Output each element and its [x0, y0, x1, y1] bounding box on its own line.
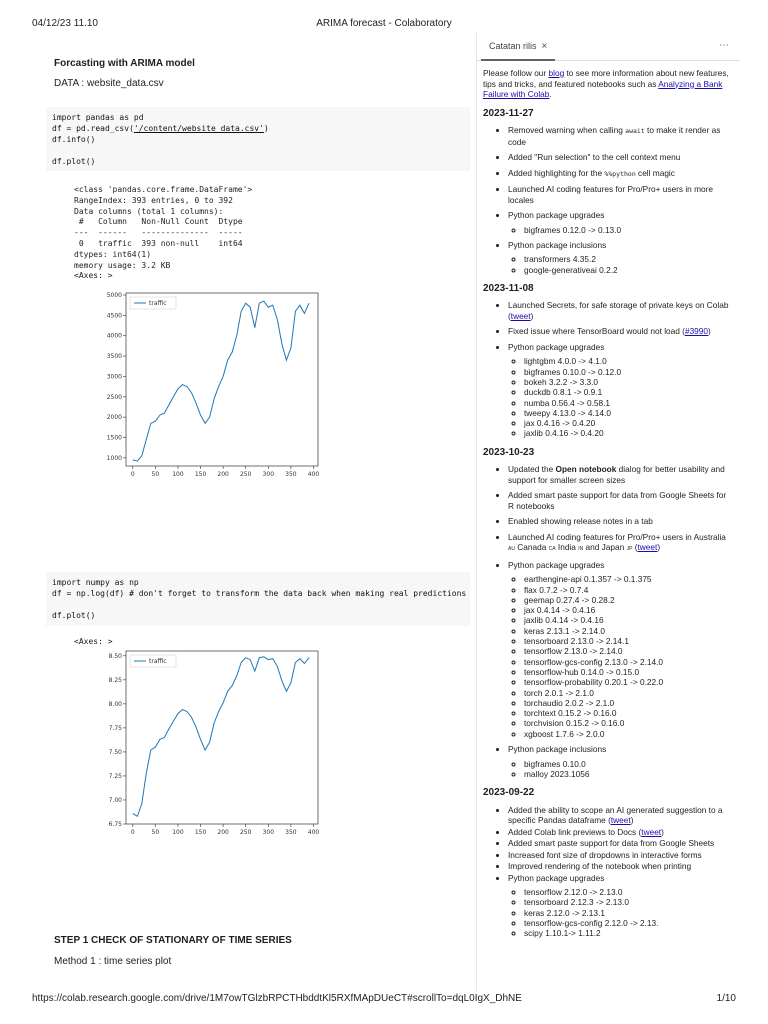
x-tick-label: 150	[194, 471, 207, 478]
x-tick-label: 200	[217, 471, 229, 478]
tweet-link[interactable]: tweet	[610, 815, 631, 826]
package-item: ◦ bigframes 0.10.0	[524, 759, 732, 769]
release-date: 2023-11-08	[483, 282, 534, 294]
package-item: ◦ scipy 1.10.1-> 1.11.2	[524, 928, 732, 938]
y-tick-label: 7.25	[108, 772, 122, 780]
y-tick-label: 4000	[106, 332, 122, 340]
data-line: DATA : website_data.csv	[54, 78, 164, 89]
package-item: ◦ earthengine-api 0.1.357 -> 0.1.375	[524, 574, 732, 584]
package-item: ◦ geemap 0.27.4 -> 0.28.2	[524, 595, 732, 605]
code1-line4: df.plot()	[52, 157, 96, 166]
x-tick-label: 300	[262, 471, 275, 478]
package-item: ◦ xgboost 1.7.6 -> 2.0.0	[524, 729, 732, 739]
print-header	[0, 18, 768, 32]
package-item: ◦ tensorflow-probability 0.20.1 -> 0.22.0	[524, 677, 732, 687]
y-tick-label: 5000	[106, 292, 122, 300]
y-tick-label: 7.50	[108, 748, 122, 756]
package-item: ◦ bokeh 3.2.2 -> 3.3.0	[524, 377, 732, 387]
panel-tabs	[477, 33, 740, 61]
y-tick-label: 7.75	[108, 724, 122, 732]
package-item: ◦ tensorflow 2.12.0 -> 2.13.0	[524, 887, 732, 897]
release-list	[483, 300, 732, 438]
x-tick-label: 0	[130, 829, 135, 836]
legend-label: traffic	[149, 300, 167, 307]
package-list	[508, 759, 732, 780]
y-tick-label: 8.00	[108, 700, 122, 708]
list-item: • Python package upgrades ◦ lightgbm 4.0.0 -> 4.1.0 ◦ bigframes 0.10.0 -> 0.12.0 ◦ bokeh 3.2.2 -> 3.3.0 ◦ duckdb 0.8.1 -> 0.9.1 ◦ numba 0.56.4 -> 0.58.1 ◦ tweepy 4.13.0 -> 4.14.0 ◦ jax 0.4.16 -> 0.4.20 ◦ jaxlib 0.4.16 -> 0.4.20	[508, 342, 732, 439]
package-list	[508, 254, 732, 275]
list-item: • Added smart paste support for data from Google Sheets for R notebooks	[508, 490, 732, 511]
code-cell-2[interactable]: import numpy as np df = np.log(df) # don't forget to transform the data back when making real predictions df.plot()	[46, 572, 470, 626]
list-item: • Enabled showing release notes in a tab	[508, 516, 732, 527]
package-item: ◦ malloy 2023.1056	[524, 769, 732, 779]
y-tick-label: 2500	[106, 393, 122, 401]
package-item: ◦ keras 2.13.1 -> 2.14.0	[524, 626, 732, 636]
blog-link[interactable]: blog	[548, 68, 565, 78]
package-item: ◦ bigframes 0.10.0 -> 0.12.0	[524, 367, 732, 377]
list-item: • Increased font size of dropdowns in interactive forms	[508, 850, 732, 861]
package-item: ◦ jax 0.4.16 -> 0.4.20	[524, 418, 732, 428]
code1-line1: import pandas as pd	[52, 113, 144, 122]
print-datetime: 04/12/23 11.10	[32, 18, 98, 29]
package-item: ◦ jaxlib 0.4.14 -> 0.4.16	[524, 615, 732, 625]
x-tick-label: 150	[194, 829, 207, 836]
print-title: ARIMA forecast - Colaboratory	[316, 18, 452, 29]
package-item: ◦ tensorflow-gcs-config 2.12.0 -> 2.13.	[524, 918, 732, 928]
close-icon[interactable]: ×	[541, 41, 548, 52]
x-tick-label: 100	[172, 471, 184, 478]
print-url: https://colab.research.google.com/drive/1M7owTGlzbRPCTHbddtKl5RXfMApDUeCT#scrollTo=dqL0IgX_DhNE	[32, 993, 522, 1004]
y-tick-label: 8.25	[108, 676, 122, 684]
intro-paragraph	[483, 68, 732, 100]
x-tick-label: 250	[239, 829, 252, 836]
more-options-icon[interactable]: ⋯	[719, 40, 730, 51]
legend-label: traffic	[149, 658, 167, 665]
list-item: • Added "Run selection" to the cell context menu	[508, 152, 732, 163]
package-item: ◦ tweepy 4.13.0 -> 4.14.0	[524, 408, 732, 418]
x-tick-label: 50	[151, 829, 160, 836]
package-item: ◦ transformers 4.35.2	[524, 254, 732, 264]
release-list	[483, 805, 732, 939]
output-cell-2: <Axes: >	[74, 637, 113, 646]
y-tick-label: 4500	[106, 312, 122, 320]
list-item: • Updated the Open notebook dialog for better usability and support for smaller screen sizes	[508, 464, 732, 485]
package-item: ◦ tensorflow-hub 0.14.0 -> 0.15.0	[524, 667, 732, 677]
y-tick-label: 1000	[106, 454, 122, 462]
tweet-link[interactable]: tweet	[637, 542, 658, 553]
package-item: ◦ torch 2.0.1 -> 2.1.0	[524, 688, 732, 698]
release-date: 2023-09-22	[483, 787, 535, 799]
y-tick-label: 8.50	[108, 652, 122, 660]
bank-failure-link[interactable]: Analyzing a Bank Failure with Colab	[483, 78, 723, 99]
list-item: • Python package upgrades ◦ earthengine-api 0.1.357 -> 0.1.375 ◦ flax 0.7.2 -> 0.7.4 ◦ geemap 0.27.4 -> 0.28.2 ◦ jax 0.4.14 -> 0.4.16 ◦ jaxlib 0.4.14 -> 0.4.16 ◦ keras 2.13.1 -> 2.14.0 ◦ tensorboard 2.13.0 -> 2.14.1 ◦ tensorflow 2.13.0 -> 2.14.0 ◦ tensorflow-gcs-config 2.13.0 -> 2.14.0 ◦ tensorflow-hub 0.14.0 -> 0.15.0 ◦ tensorflow-probability 0.20.1 -> 0.22.0 ◦ torch 2.0.1 -> 2.1.0 ◦ torchaudio 2.0.2 -> 2.1.0 ◦ torchtext 0.15.2 -> 0.16.0 ◦ torchvision 0.15.2 -> 0.16.0 ◦ xgboost 1.7.6 -> 2.0.0	[508, 560, 732, 739]
x-tick-label: 250	[239, 471, 252, 478]
package-item: ◦ jaxlib 0.4.16 -> 0.4.20	[524, 428, 732, 438]
tab-release-notes[interactable]	[481, 36, 555, 61]
y-tick-label: 1500	[106, 434, 122, 442]
package-item: ◦ bigframes 0.12.0 -> 0.13.0	[524, 225, 732, 235]
list-item: • Improved rendering of the notebook when printing	[508, 861, 732, 872]
list-item: • Python package upgrades ◦ bigframes 0.12.0 -> 0.13.0	[508, 210, 732, 235]
package-item: ◦ tensorboard 2.12.3 -> 2.13.0	[524, 897, 732, 907]
code1-path: '/content/website_data.csv'	[133, 124, 264, 133]
list-item: • Python package inclusions ◦ transformers 4.35.2 ◦ google-generativeai 0.2.2	[508, 240, 732, 275]
step-heading: STEP 1 CHECK OF STATIONARY OF TIME SERIES	[54, 935, 292, 946]
y-tick-label: 7.00	[108, 796, 122, 804]
list-item: • Added smart paste support for data from Google Sheets	[508, 838, 732, 849]
list-item: • Added highlighting for the %%python cell magic	[508, 168, 732, 180]
release-notes-panel	[476, 33, 740, 991]
code1-line2a: df = pd.read_csv(	[52, 124, 134, 133]
y-tick-label: 3500	[106, 353, 122, 361]
release-date: 2023-11-27	[483, 107, 534, 119]
package-item: ◦ flax 0.7.2 -> 0.7.4	[524, 585, 732, 595]
traffic-chart	[96, 290, 326, 480]
x-tick-label: 350	[285, 471, 297, 478]
list-item: • Launched Secrets, for safe storage of private keys on Colab (tweet)	[508, 300, 732, 321]
log-traffic-chart	[96, 648, 326, 838]
x-tick-label: 300	[262, 829, 275, 836]
package-item: ◦ keras 2.12.0 -> 2.13.1	[524, 908, 732, 918]
release-list	[483, 125, 732, 275]
package-item: ◦ google-generativeai 0.2.2	[524, 265, 732, 275]
package-item: ◦ duckdb 0.8.1 -> 0.9.1	[524, 387, 732, 397]
tweet-link[interactable]: tweet	[510, 310, 531, 321]
intro-text: .	[549, 89, 552, 99]
package-item: ◦ torchaudio 2.0.2 -> 2.1.0	[524, 698, 732, 708]
issue-link[interactable]: #3990	[684, 326, 709, 337]
x-tick-label: 100	[172, 829, 184, 836]
package-item: ◦ tensorflow-gcs-config 2.13.0 -> 2.14.0	[524, 657, 732, 667]
x-tick-label: 400	[307, 471, 320, 478]
tweet-link[interactable]: tweet	[641, 826, 662, 837]
list-item: • Launched AI coding features for Pro/Pro+ users in more locales	[508, 184, 732, 205]
package-list	[508, 225, 732, 235]
y-tick-label: 3000	[106, 373, 122, 381]
release-date: 2023-10-23	[483, 446, 535, 458]
list-item: • Python package inclusions ◦ bigframes 0.10.0 ◦ malloy 2023.1056	[508, 744, 732, 779]
x-tick-label: 50	[151, 471, 160, 478]
notebook-heading: Forcasting with ARIMA model	[54, 58, 195, 69]
package-item: ◦ tensorboard 2.13.0 -> 2.14.1	[524, 636, 732, 646]
code1-line2c: )	[263, 124, 269, 133]
package-item: ◦ jax 0.4.14 -> 0.4.16	[524, 605, 732, 615]
tab-label: Catatan rilis	[489, 41, 537, 51]
code1-line3: df.info()	[52, 135, 96, 144]
list-item: • Removed warning when calling await to make it render as code	[508, 125, 732, 147]
list-item: • Added Colab link previews to Docs (tweet)	[508, 827, 732, 838]
list-item: • Fixed issue where TensorBoard would not load (#3990)	[508, 326, 732, 337]
release-list	[483, 464, 732, 779]
intro-text: to see more information about new features, tips and tricks, and featured notebooks such as	[483, 68, 729, 89]
package-item: ◦ tensorflow 2.13.0 -> 2.14.0	[524, 646, 732, 656]
package-item: ◦ numba 0.56.4 -> 0.58.1	[524, 398, 732, 408]
package-list	[508, 887, 732, 938]
list-item: • Added the ability to scope an AI generated suggestion to a specific Pandas dataframe (tweet)	[508, 805, 732, 826]
x-tick-label: 400	[307, 829, 320, 836]
list-item: • Launched AI coding features for Pro/Pro+ users in Australia AU Canada CA India IN and Japan JP (tweet)	[508, 532, 732, 555]
intro-text: Please follow our	[483, 68, 549, 78]
x-tick-label: 200	[217, 829, 229, 836]
package-item: ◦ lightgbm 4.0.0 -> 4.1.0	[524, 356, 732, 366]
code-cell-1[interactable]	[46, 107, 470, 171]
package-list	[508, 356, 732, 438]
x-tick-label: 0	[130, 471, 135, 478]
y-tick-label: 6.75	[108, 821, 122, 828]
plot-frame	[126, 651, 318, 824]
page-number: 1/10	[716, 993, 736, 1004]
x-tick-label: 350	[285, 829, 297, 836]
package-item: ◦ torchvision 0.15.2 -> 0.16.0	[524, 718, 732, 728]
y-tick-label: 2000	[106, 414, 122, 422]
output-cell-1: <class 'pandas.core.frame.DataFrame'> RangeIndex: 393 entries, 0 to 392 Data columns (total 1 columns): # Column Non-Null Count Dtype --- ------ -------------- ----- 0 traffic 393 non-null int64 dtypes: int64(1) memory usage: 3.2 KB <Axes: >	[74, 185, 253, 281]
list-item: • Python package upgrades ◦ tensorflow 2.12.0 -> 2.13.0 ◦ tensorboard 2.12.3 -> 2.13.0 ◦ keras 2.12.0 -> 2.13.1 ◦ tensorflow-gcs-config 2.12.0 -> 2.13. ◦ scipy 1.10.1-> 1.11.2	[508, 873, 732, 939]
package-list	[508, 574, 732, 739]
package-item: ◦ torchtext 0.15.2 -> 0.16.0	[524, 708, 732, 718]
release-notes-body	[477, 61, 740, 939]
method-line: Method 1 : time series plot	[54, 956, 172, 967]
